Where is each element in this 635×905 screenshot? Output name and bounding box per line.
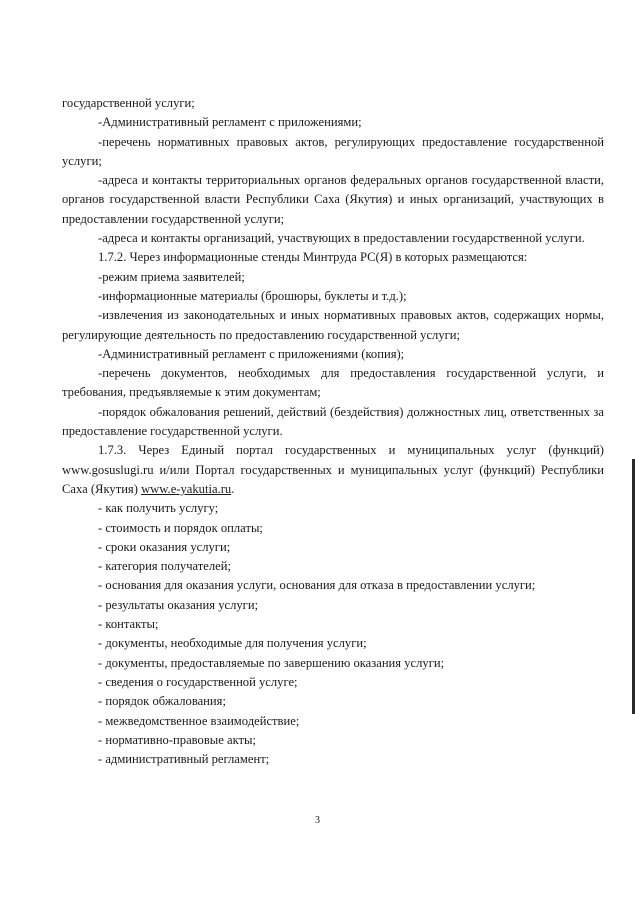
portal-info-list (62, 499, 604, 769)
list-item: - сроки оказания услуги; (98, 539, 231, 554)
paragraph-reception-hours: -режим приема заявителей; (98, 269, 245, 284)
paragraph-documents-list: -перечень документов, необходимых для предоставления государственной услуги, и требования, предъявляемые к этим документам; (62, 366, 604, 400)
paragraph-1-7-3-end: . (231, 481, 235, 496)
list-item: - нормативно-правовые акты; (98, 732, 256, 747)
paragraph-extracts: -извлечения из законодательных и иных нормативных правовых актов, содержащих нормы, регулирующие деятельность по предоставлению государственной услуги; (62, 308, 604, 342)
paragraph-1-7-3 (62, 441, 604, 499)
list-item: - межведомственное взаимодействие; (98, 713, 300, 728)
list-item: - категория получателей; (98, 559, 232, 574)
paragraph-info-materials: -информационные материалы (брошюры, буклеты и т.д.); (98, 288, 407, 303)
paragraph-org-contacts: -адреса и контакты организаций, участвующих в предоставлении государственной услуги. (98, 231, 585, 246)
paragraph-continuation: государственной услуги; (62, 96, 195, 110)
list-item: - документы, необходимые для получения услуги; (98, 636, 367, 651)
paragraph-territorial-contacts: -адреса и контакты территориальных органов федеральных органов государственной власти, органов государственной власти Республики Саха (Якутия) и иных организаций, участвующих в предоставлении государственной услуги; (62, 173, 604, 226)
paragraph-1-7-3-text: 1.7.3. Через Единый портал государственных и муниципальных услуг (функций) www.gosuslugi.ru и/или Портал государственных и муниципальных услуг (функций) Республики Саха (Якутия) (62, 443, 604, 496)
paragraph-regulation-copy: -Административный регламент с приложениями (копия); (98, 346, 405, 361)
paragraph-appeal-procedure: -порядок обжалования решений, действий (бездействия) должностных лиц, ответственных за предоставление государственной услуги. (62, 404, 604, 439)
list-item: - сведения о государственной услуге; (98, 674, 298, 689)
document-body (62, 94, 604, 769)
list-item: - основания для оказания услуги, основания для отказа в предоставлении услуги; (98, 578, 536, 593)
list-item: - результаты оказания услуги; (98, 597, 259, 612)
paragraph-legal-acts: -перечень нормативных правовых актов, регулирующих предоставление государственной услуги; (62, 134, 604, 168)
paragraph-1-7-2: 1.7.2. Через информационные стенды Минтруда РС(Я) в которых размещаются: (98, 250, 528, 265)
e-yakutia-link[interactable]: www.e-yakutia.ru (141, 481, 232, 496)
paragraph-regulation: -Административный регламент с приложениями; (98, 115, 362, 130)
list-item: - порядок обжалования; (98, 694, 226, 709)
list-item: - документы, предоставляемые по завершению оказания услуги; (98, 655, 445, 670)
list-item: - стоимость и порядок оплаты; (98, 520, 263, 535)
page-number: 3 (315, 815, 320, 826)
list-item: - как получить услугу; (98, 501, 219, 516)
list-item: - административный регламент; (98, 752, 270, 767)
list-item: - контакты; (98, 617, 159, 632)
